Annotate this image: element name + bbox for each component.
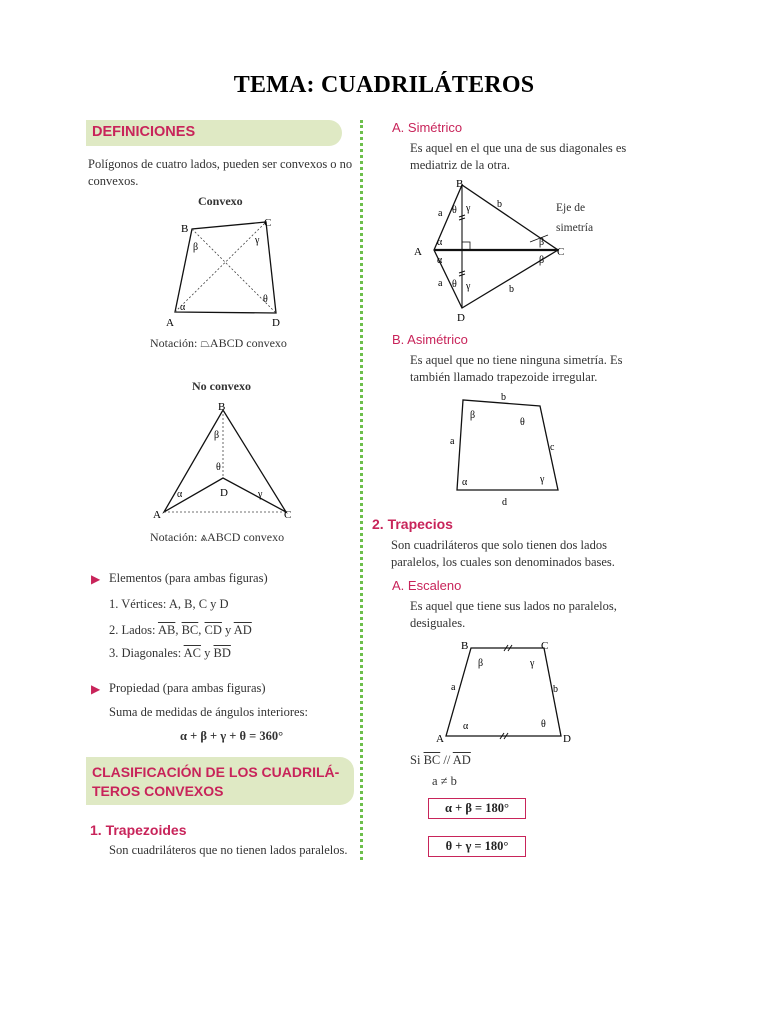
irregular-trapezoid-figure (440, 388, 570, 510)
asimetrico-title: B. Asimétrico (392, 332, 468, 347)
elementos-title: Elementos (para ambas figuras) (109, 571, 268, 585)
side-a-label: a (451, 682, 456, 693)
propiedad-title: Propiedad (para ambas figuras) (109, 681, 266, 695)
right-angle-mark (462, 242, 470, 250)
definiciones-band (86, 120, 342, 146)
angle-gamma-label: γ (258, 489, 263, 500)
trapecios-title: 2. Trapecios (372, 516, 453, 532)
vertex-b-label: B (456, 178, 464, 190)
column-divider (360, 120, 363, 860)
angle-beta-label: β (478, 658, 484, 669)
equation-alpha-beta: α + β = 180° (428, 798, 526, 819)
angle-beta-label: β (193, 242, 199, 253)
vertex-b-label: B (461, 640, 469, 652)
angle-theta-label: θ (541, 719, 546, 730)
angle-alpha-top-label: α (437, 237, 443, 248)
side-a-bottom-label: a (438, 278, 443, 289)
side-b-bottom-label: b (509, 284, 514, 295)
side-d-label: d (502, 497, 507, 508)
angle-alpha-label: α (463, 721, 469, 732)
vertex-c-label: C (541, 640, 549, 652)
vertex-a-label: A (153, 509, 161, 521)
angle-alpha-label: α (462, 477, 468, 488)
angle-theta-label: θ (216, 462, 221, 473)
angle-beta-bottom-label: β (539, 255, 545, 266)
convexo-notation: Notación: ⏢ABCD convexo (150, 336, 287, 350)
bullet-elementos: ▶ (91, 572, 101, 586)
angle-gamma-top-label: γ (466, 203, 471, 214)
non-convex-quadrilateral-figure (150, 398, 300, 526)
angle-gamma-bottom-label: γ (466, 281, 471, 292)
angle-gamma-label: γ (255, 235, 260, 246)
vertex-d-label: D (272, 317, 280, 329)
angle-gamma-label: γ (540, 474, 545, 485)
angle-theta-label: θ (520, 417, 525, 428)
elementos-diagonales: 3. Diagonales: $\overline{AC}$ y $\overline{BD}$ (109, 646, 231, 660)
clasificacion-band (86, 757, 354, 805)
convexo-label: Convexo (198, 194, 243, 208)
angle-alpha-label: α (177, 489, 183, 500)
equation-theta-gamma: θ + γ = 180° (428, 836, 526, 857)
escaleno-title: A. Escaleno (392, 578, 462, 593)
vertex-d-label: D (457, 312, 465, 324)
no-convexo-notation: Notación: ⩓ABCD convexo (150, 530, 285, 544)
angle-beta-label: β (214, 430, 220, 441)
side-b-label: b (553, 684, 558, 695)
vertex-b-label: B (181, 223, 189, 235)
definiciones-heading: DEFINICIONES (92, 124, 196, 140)
vertex-c-label: C (557, 246, 565, 258)
trapezoides-title: 1. Trapezoides (90, 822, 187, 838)
trapecios-text: Son cuadriláteros que solo tienen dos lados paralelos, los cuales son denominados bases. (391, 538, 615, 569)
angle-gamma-label: γ (530, 658, 535, 669)
side-b-label: b (501, 392, 506, 403)
clasificacion-heading-line1: CLASIFICACIÓN DE LOS CUADRILÁ- (92, 764, 340, 780)
vertex-d-label: D (563, 733, 571, 745)
simetrico-title: A. Simétrico (392, 120, 463, 135)
a-not-equal-b: a ≠ b (432, 774, 457, 788)
side-a-label: a (450, 436, 455, 447)
trapezoides-text: Son cuadriláteros que no tienen lados paralelos. (109, 843, 348, 857)
bullet-propiedad: ▶ (91, 682, 101, 696)
eje-de-simetria-label: Eje de simetría (556, 202, 594, 234)
simetrico-text: Es aquel en el que una de sus diagonales es mediatriz de la otra. (410, 141, 627, 172)
clasificacion-heading-line2: TEROS CONVEXOS (92, 783, 224, 799)
asimetrico-text: Es aquel que no tiene ninguna simetría. Es también llamado trapezoide irregular. (410, 353, 623, 384)
scalene-trapezoid-figure (426, 636, 586, 748)
side-c-label: c (550, 442, 555, 453)
page-title: TEMA: CUADRILÁTEROS (233, 72, 535, 98)
vertex-c-label: C (264, 217, 272, 229)
angle-alpha-bottom-label: α (437, 255, 443, 266)
elementos-lados: 2. Lados: $\overline{AB}$, $\overline{BC}$, $\overline{CD}$ y $\overline{AD}$ (109, 623, 252, 637)
vertex-a-label: A (436, 733, 444, 745)
propiedad-text: Suma de medidas de ángulos interiores: (109, 705, 308, 719)
side-b-top-label: b (497, 199, 502, 210)
angle-beta-label: β (470, 410, 476, 421)
parallel-condition: Si $\overline{BC} // \overline{AD}$ (410, 753, 471, 767)
convex-outline (175, 222, 276, 313)
vertex-a-label: A (414, 246, 422, 258)
diagonal-ac (175, 222, 266, 312)
angle-theta-top-label: θ (452, 205, 457, 216)
vertex-a-label: A (166, 317, 174, 329)
vertex-c-label: C (284, 509, 292, 521)
elementos-vertices: 1. Vértices: A, B, C y D (109, 597, 229, 611)
propiedad-formula: α + β + γ + θ = 360° (180, 729, 284, 743)
definiciones-text: Polígonos de cuatro lados, pueden ser convexos o no convexos. (88, 157, 353, 188)
no-convexo-label: No convexo (192, 379, 251, 393)
escaleno-text: Es aquel que tiene sus lados no paralelos, desiguales. (410, 599, 617, 630)
angle-theta-label: θ (263, 294, 268, 305)
vertex-b-label: B (218, 401, 226, 413)
vertex-d-label: D (220, 487, 228, 499)
angle-beta-top-label: β (539, 237, 545, 248)
angle-alpha-label: α (180, 302, 186, 313)
angle-theta-bottom-label: θ (452, 279, 457, 290)
convex-quadrilateral-figure (150, 210, 310, 330)
side-a-top-label: a (438, 208, 443, 219)
